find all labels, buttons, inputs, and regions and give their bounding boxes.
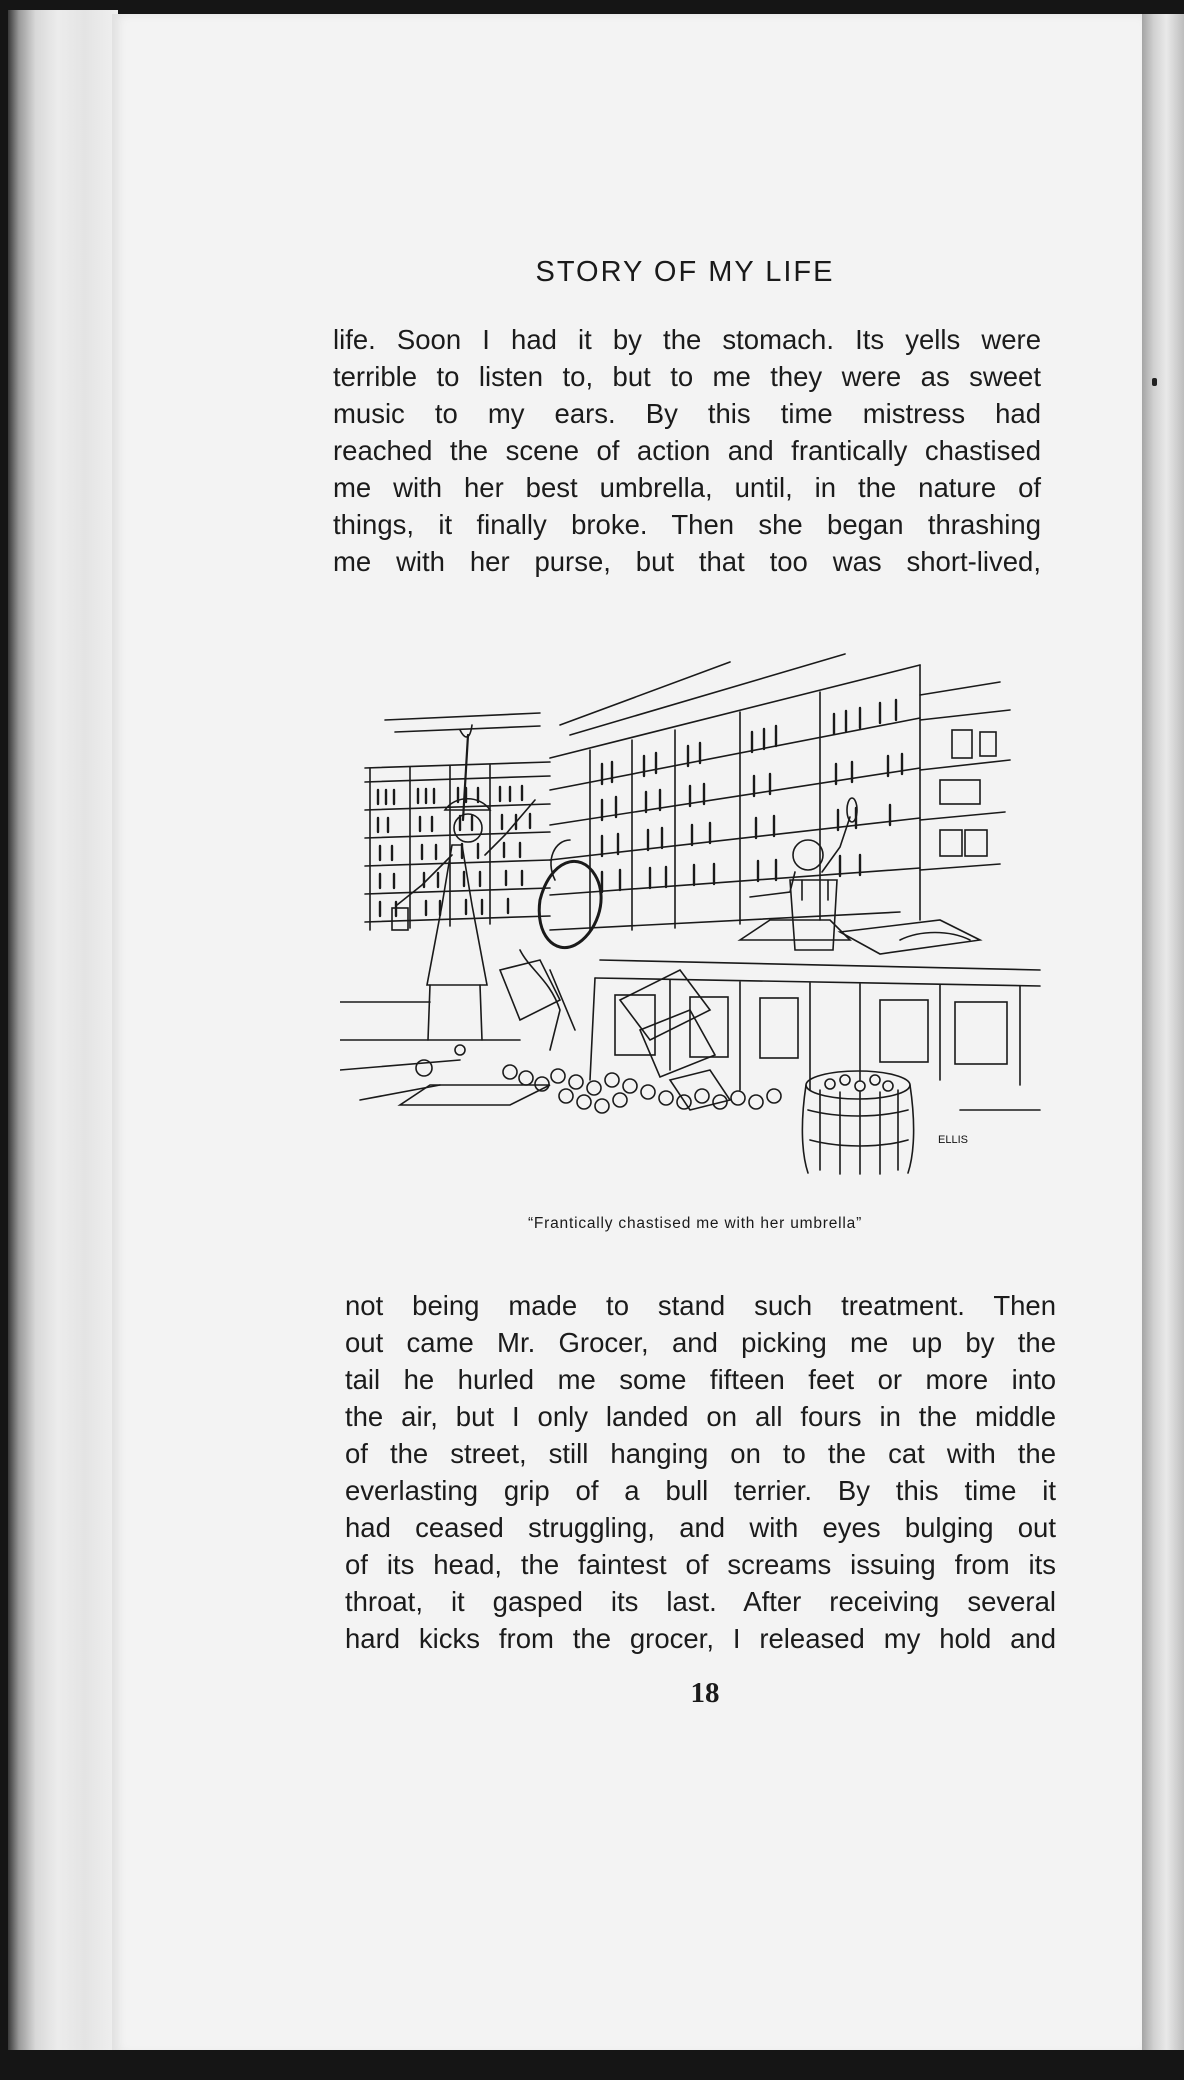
text-line: life. Soon I had it by the stomach. Its yells were <box>333 324 1041 355</box>
dog-and-cat <box>500 840 601 1050</box>
text-line: reached the scene of action and frantically chastised <box>333 435 1041 466</box>
grocery-store-illustration <box>340 640 1050 1232</box>
text-line: things, it finally broke. Then she began thrashing <box>333 509 1041 540</box>
figure-caption: “Frantically chastised me with her umbrella” <box>527 1215 863 1232</box>
spilled-produce <box>400 970 781 1113</box>
text-line: tail he hurled me some fifteen feet or more into <box>345 1364 1056 1395</box>
book-spine-edge <box>8 10 118 2055</box>
text-line: of the street, still hanging on to the cat with the <box>345 1438 1056 1469</box>
right-shelving <box>550 665 1010 932</box>
text-line: hard kicks from the grocer, I released my hold and <box>345 1623 1056 1654</box>
scan-bottom-border <box>0 2050 1184 2080</box>
scan-speck <box>1152 378 1157 386</box>
illustration-drawing <box>340 640 1050 1180</box>
text-line: out came Mr. Grocer, and picking me up by the <box>345 1327 1056 1358</box>
text-line: of its head, the faintest of screams issuing from its <box>345 1549 1056 1580</box>
page-edge-right <box>1140 14 1184 2054</box>
text-line: the air, but I only landed on all fours in the middle <box>345 1401 1056 1432</box>
page-number: 18 <box>690 1677 720 1709</box>
text-line: music to my ears. By this time mistress had <box>333 398 1041 429</box>
running-head: STORY OF MY LIFE <box>535 256 835 288</box>
artist-signature: ELLIS <box>938 1134 968 1146</box>
text-line: throat, it gasped its last. After receiving several <box>345 1586 1056 1617</box>
text-line: terrible to listen to, but to me they were as sweet <box>333 361 1041 392</box>
text-line: not being made to stand such treatment. Then <box>345 1290 1056 1321</box>
paragraph-bottom <box>345 1287 1056 1657</box>
shelf-goods-right <box>602 700 902 892</box>
text-line: me with her purse, but that too was short-lived, <box>333 546 1041 577</box>
text-line: had ceased struggling, and with eyes bulging out <box>345 1512 1056 1543</box>
shop-counter <box>590 920 1040 1090</box>
paragraph-top <box>333 321 1041 580</box>
text-line: everlasting grip of a bull terrier. By this time it <box>345 1475 1056 1506</box>
barrel <box>802 1071 913 1174</box>
text-line: me with her best umbrella, until, in the nature of <box>333 472 1041 503</box>
